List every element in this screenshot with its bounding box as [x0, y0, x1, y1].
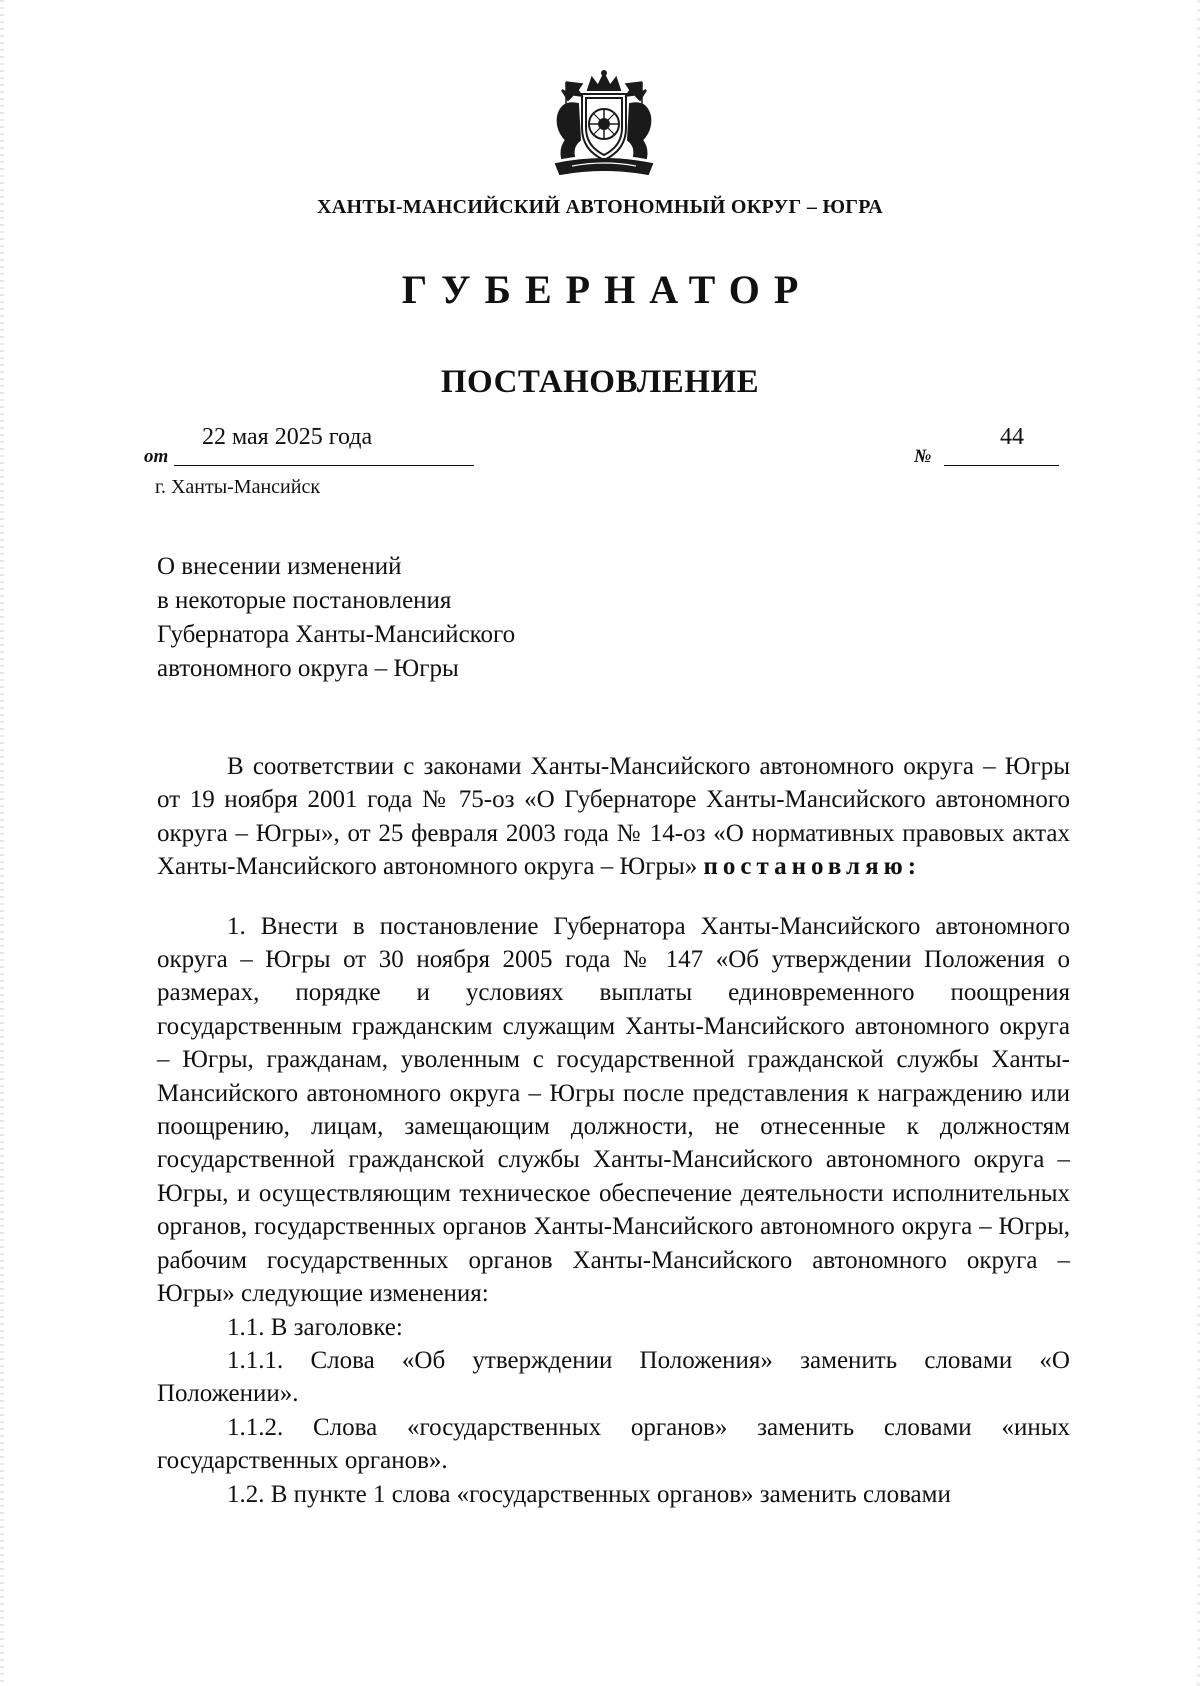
- document-number: 44: [1000, 424, 1024, 450]
- date-underline: [174, 465, 474, 466]
- item-1-1-2-paragraph: 1.1.2. Слова «государственных органов» заменить словами «иных государственных органов».: [157, 1413, 1070, 1475]
- subject-line: автономного округа – Югры: [157, 655, 459, 682]
- decree-word: постановляю:: [703, 853, 922, 881]
- subject-line: в некоторые постановления: [157, 587, 452, 614]
- item-1-paragraph: 1. Внести в постановление Губернатора Ханты-Мансийского автономного округа – Югры от 30 ноября 2005 года № 147 «Об утверждении Положения о размерах, порядке и условиях выплаты единовременного поощрения государственным гражданским служащим Ханты-Мансийского автономного округа – Югры, гражданам, уволенным с государственной гражданской службы Ханты-Мансийского автономного округа – Югры после представления к награждению или поощрению, лицам, замещающим должности, не отнесенные к должностям государственной гражданской службы Ханты-Мансийского автономного округа – Югры, и осуществляющим техническое обеспечение деятельности исполнительных органов, государственных органов Ханты-Мансийского автономного округа – Югры, рабочим государственных органов Ханты-Мансийского автономного округа – Югры» следующие изменения:: [157, 912, 1070, 1308]
- preamble-text: В соответствии с законами Ханты-Мансийского автономного округа – Югры от 19 ноября 2001 года № 75-оз «О Губернаторе Ханты-Мансийского автономного округа – Югры», от 25 февраля 2003 года № 14-оз «О нормативных правовых актах Ханты-Мансийского автономного округа – Югры»: [157, 753, 1070, 881]
- item-1-1-paragraph: 1.1. В заголовке:: [227, 1313, 403, 1341]
- region-name: ХАНТЫ-МАНСИЙСКИЙ АВТОНОМНЫЙ ОКРУГ – ЮГРА: [317, 196, 883, 218]
- number-prefix: №: [914, 446, 932, 467]
- scan-edge-left: [0, 0, 4, 1686]
- date-field: [144, 424, 474, 467]
- preamble-paragraph: [157, 750, 1070, 884]
- date-prefix: от: [144, 446, 169, 467]
- city-name: г. Ханты-Мансийск: [155, 476, 321, 498]
- authority-title: ГУБЕРНАТОР: [401, 267, 813, 312]
- document-date: 22 мая 2025 года: [202, 424, 373, 450]
- subject-line: Губернатора Ханты-Мансийского: [157, 621, 516, 648]
- number-field: [914, 424, 1062, 467]
- subject-line: О внесении изменений: [157, 553, 402, 580]
- item-1-1-1-paragraph: 1.1.1. Слова «Об утверждении Положения» заменить словами «О Положении».: [157, 1346, 1070, 1408]
- document-body: [157, 750, 1070, 1511]
- document-subject: [157, 550, 515, 686]
- number-underline: [944, 465, 1059, 466]
- item-1-2-paragraph: 1.2. В пункте 1 слова «государственных органов» заменить словами: [227, 1480, 951, 1508]
- coat-of-arms-icon: [548, 70, 660, 176]
- document-type: ПОСТАНОВЛЕНИЕ: [440, 364, 760, 400]
